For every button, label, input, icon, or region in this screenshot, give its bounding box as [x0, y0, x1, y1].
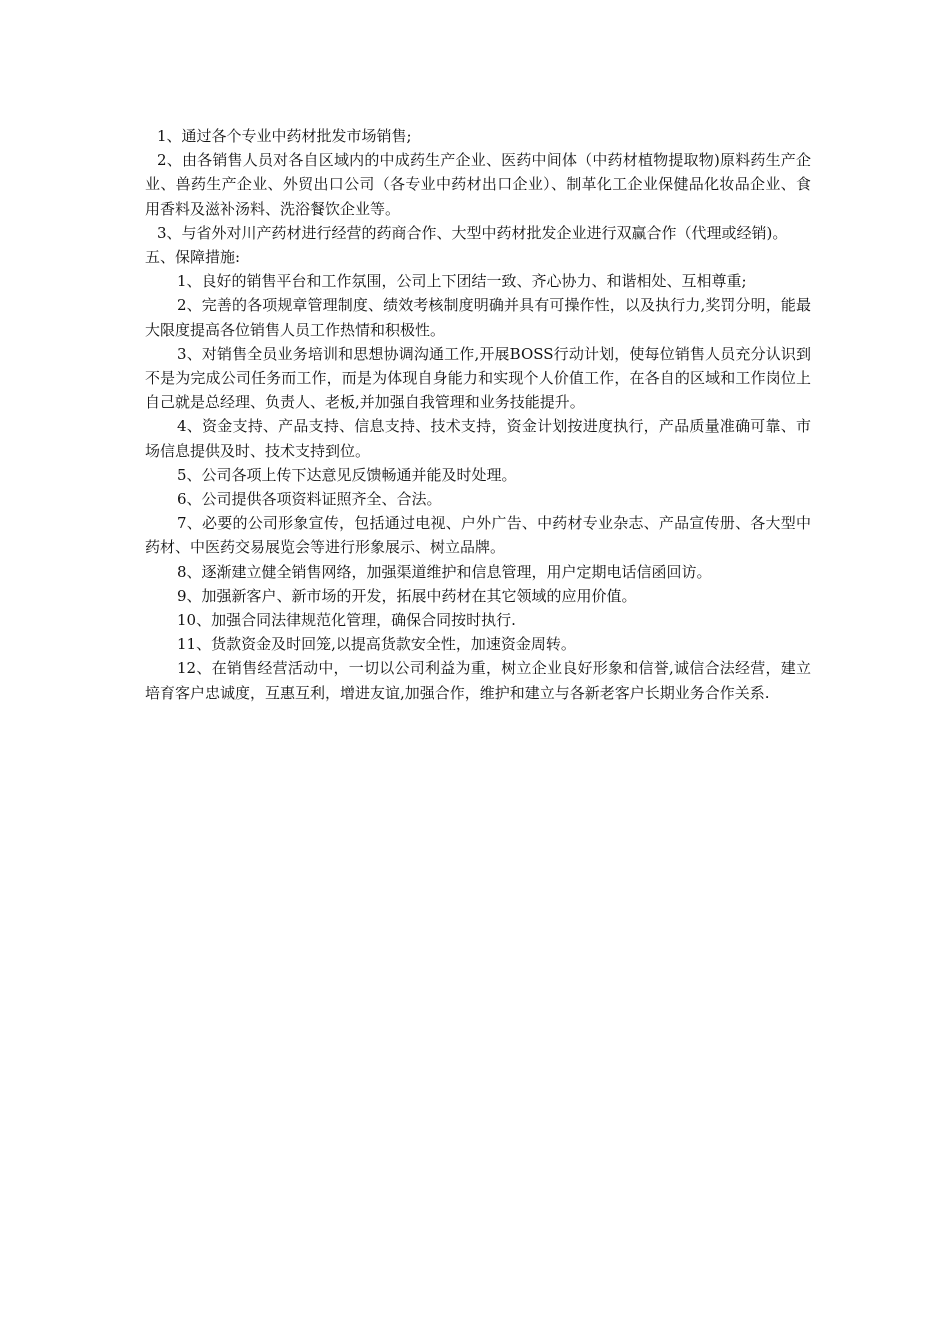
measure-item-6: 6、公司提供各项资料证照齐全、合法。: [177, 490, 442, 509]
measure-item-8: 8、逐渐建立健全销售网络，加强渠道维护和信息管理，用户定期电话信函回访。: [177, 562, 712, 581]
measure-item-2: 2、完善的各项规章管理制度、绩效考核制度明确并具有可操作性，以及执行力,奖罚分明，能最大限度提高各位销售人员工作热情和积极性。: [145, 296, 811, 339]
measure-item-5: 5、公司各项上传下达意见反馈畅通并能及时处理。: [177, 465, 517, 484]
measure-item-12: 12、在销售经营活动中，一切以公司利益为重，树立企业良好形象和信誉,诚信合法经营，建立培育客户忠诚度，互惠互利，增进友谊,加强合作，维护和建立与各新老客户长期业务合作关系.: [145, 659, 811, 702]
section-heading: 五、保障措施:: [145, 248, 241, 267]
channel-item-3: 3、与省外对川产药材进行经营的药商合作、大型中药材批发企业进行双赢合作（代理或经销)。: [157, 223, 788, 242]
document-body: [145, 124, 811, 705]
measure-item-9: 9、加强新客户、新市场的开发，拓展中药材在其它领域的应用价值。: [177, 586, 637, 605]
measure-item-10: 10、加强合同法律规范化管理，确保合同按时执行.: [177, 611, 516, 630]
measure-item-11: 11、货款资金及时回笼,以提高货款安全性，加速资金周转。: [177, 635, 576, 654]
measure-item-1: 1、良好的销售平台和工作氛围，公司上下团结一致、齐心协力、和谐相处、互相尊重;: [177, 272, 747, 291]
measure-item-4: 4、资金支持、产品支持、信息支持、技术支持，资金计划按进度执行，产品质量准确可靠、市场信息提供及时、技术支持到位。: [145, 417, 811, 460]
measure-item-7: 7、必要的公司形象宣传，包括通过电视、户外广告、中药材专业杂志、产品宣传册、各大型中药材、中医药交易展览会等进行形象展示、树立品牌。: [145, 514, 811, 557]
channel-item-2: 2、由各销售人员对各自区域内的中成药生产企业、医药中间体（中药材植物提取物)原料药生产企业、兽药生产企业、外贸出口公司（各专业中药材出口企业）、制革化工企业保健品化妆品企业、食用香料及滋补汤料、洗浴餐饮企业等。: [145, 151, 811, 218]
measure-item-3: 3、对销售全员业务培训和思想协调沟通工作,开展BOSS行动计划，使每位销售人员充分认识到不是为完成公司任务而工作，而是为体现自身能力和实现个人价值工作，在各自的区域和工作岗位上自己就是总经理、负责人、老板,并加强自我管理和业务技能提升。: [145, 344, 811, 412]
channel-item-1: 1、通过各个专业中药材批发市场销售;: [157, 127, 412, 145]
